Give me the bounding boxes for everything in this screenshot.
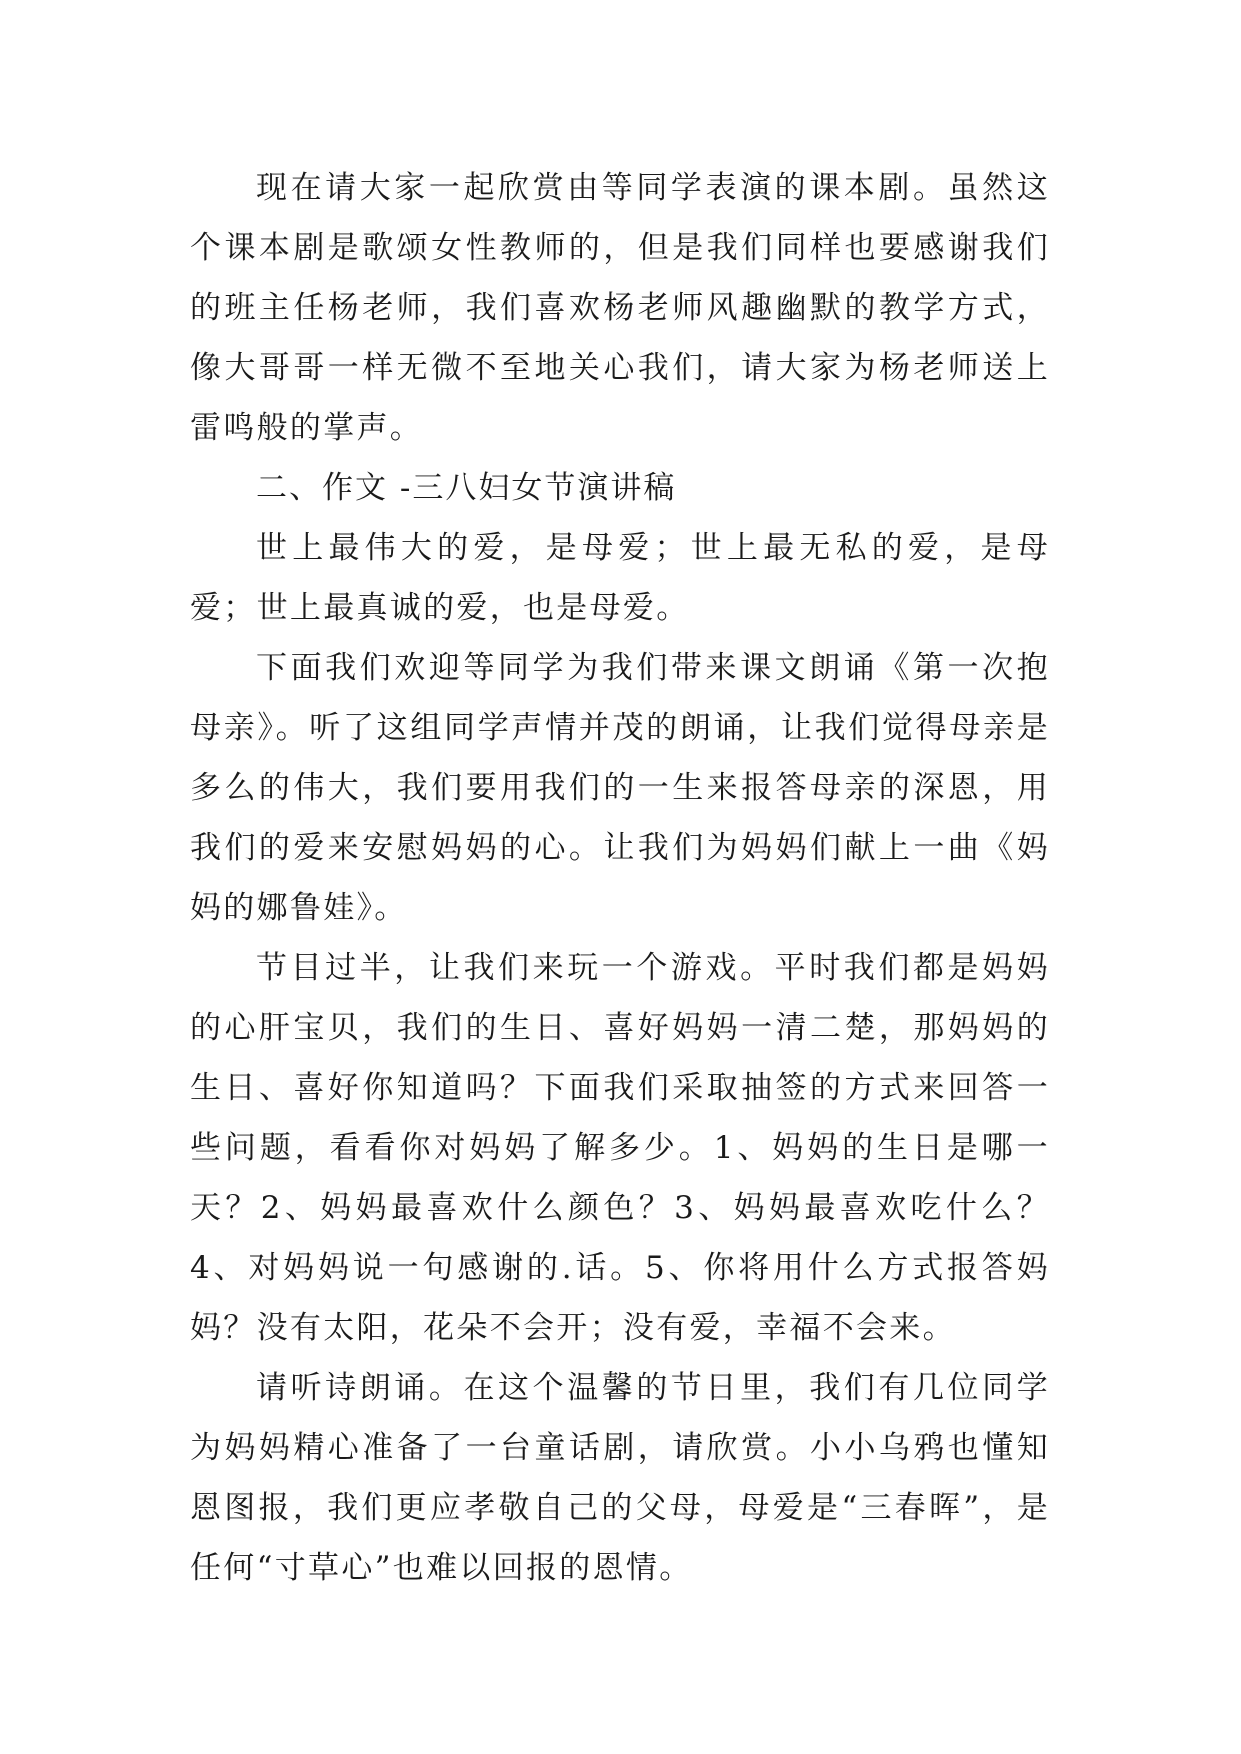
section-heading: 二、作文 -三八妇女节演讲稿 [256, 470, 677, 506]
paragraph-teacher-play: 现在请大家一起欣赏由等同学表演的课本剧。虽然这个课本剧是歌颂女性教师的，但是我们同样也要感谢我们的班主任杨老师，我们喜欢杨老师风趣幽默的教学方式，像大哥哥一样无微不至地关心我们，请大家为杨老师送上雷鸣般的掌声。 [190, 170, 1050, 446]
paragraph-recitation: 下面我们欢迎等同学为我们带来课文朗诵《第一次抱母亲》。听了这组同学声情并茂的朗诵，让我们觉得母亲是多么的伟大，我们要用我们的一生来报答母亲的深恩，用我们的爱来安慰妈妈的心。让我们为妈妈们献上一曲《妈妈的娜鲁娃》。 [190, 650, 1050, 926]
paragraph-mother-love: 世上最伟大的爱，是母爱；世上最无私的爱，是母爱；世上最真诚的爱，也是母爱。 [190, 530, 1050, 626]
document-body [190, 158, 1050, 1598]
paragraph-game: 节目过半，让我们来玩一个游戏。平时我们都是妈妈的心肝宝贝，我们的生日、喜好妈妈一清二楚，那妈妈的生日、喜好你知道吗？下面我们采取抽签的方式来回答一些问题，看看你对妈妈了解多少。1、妈妈的生日是哪一天？2、妈妈最喜欢什么颜色？3、妈妈最喜欢吃什么？4、对妈妈说一句感谢的.话。5、你将用什么方式报答妈妈？没有太阳，花朵不会开；没有爱，幸福不会来。 [190, 950, 1050, 1346]
paragraph-poem: 请听诗朗诵。在这个温馨的节日里，我们有几位同学为妈妈精心准备了一台童话剧，请欣赏。小小乌鸦也懂知恩图报，我们更应孝敬自己的父母，母爱是“三春晖”，是任何“寸草心”也难以回报的恩情。 [190, 1370, 1050, 1586]
